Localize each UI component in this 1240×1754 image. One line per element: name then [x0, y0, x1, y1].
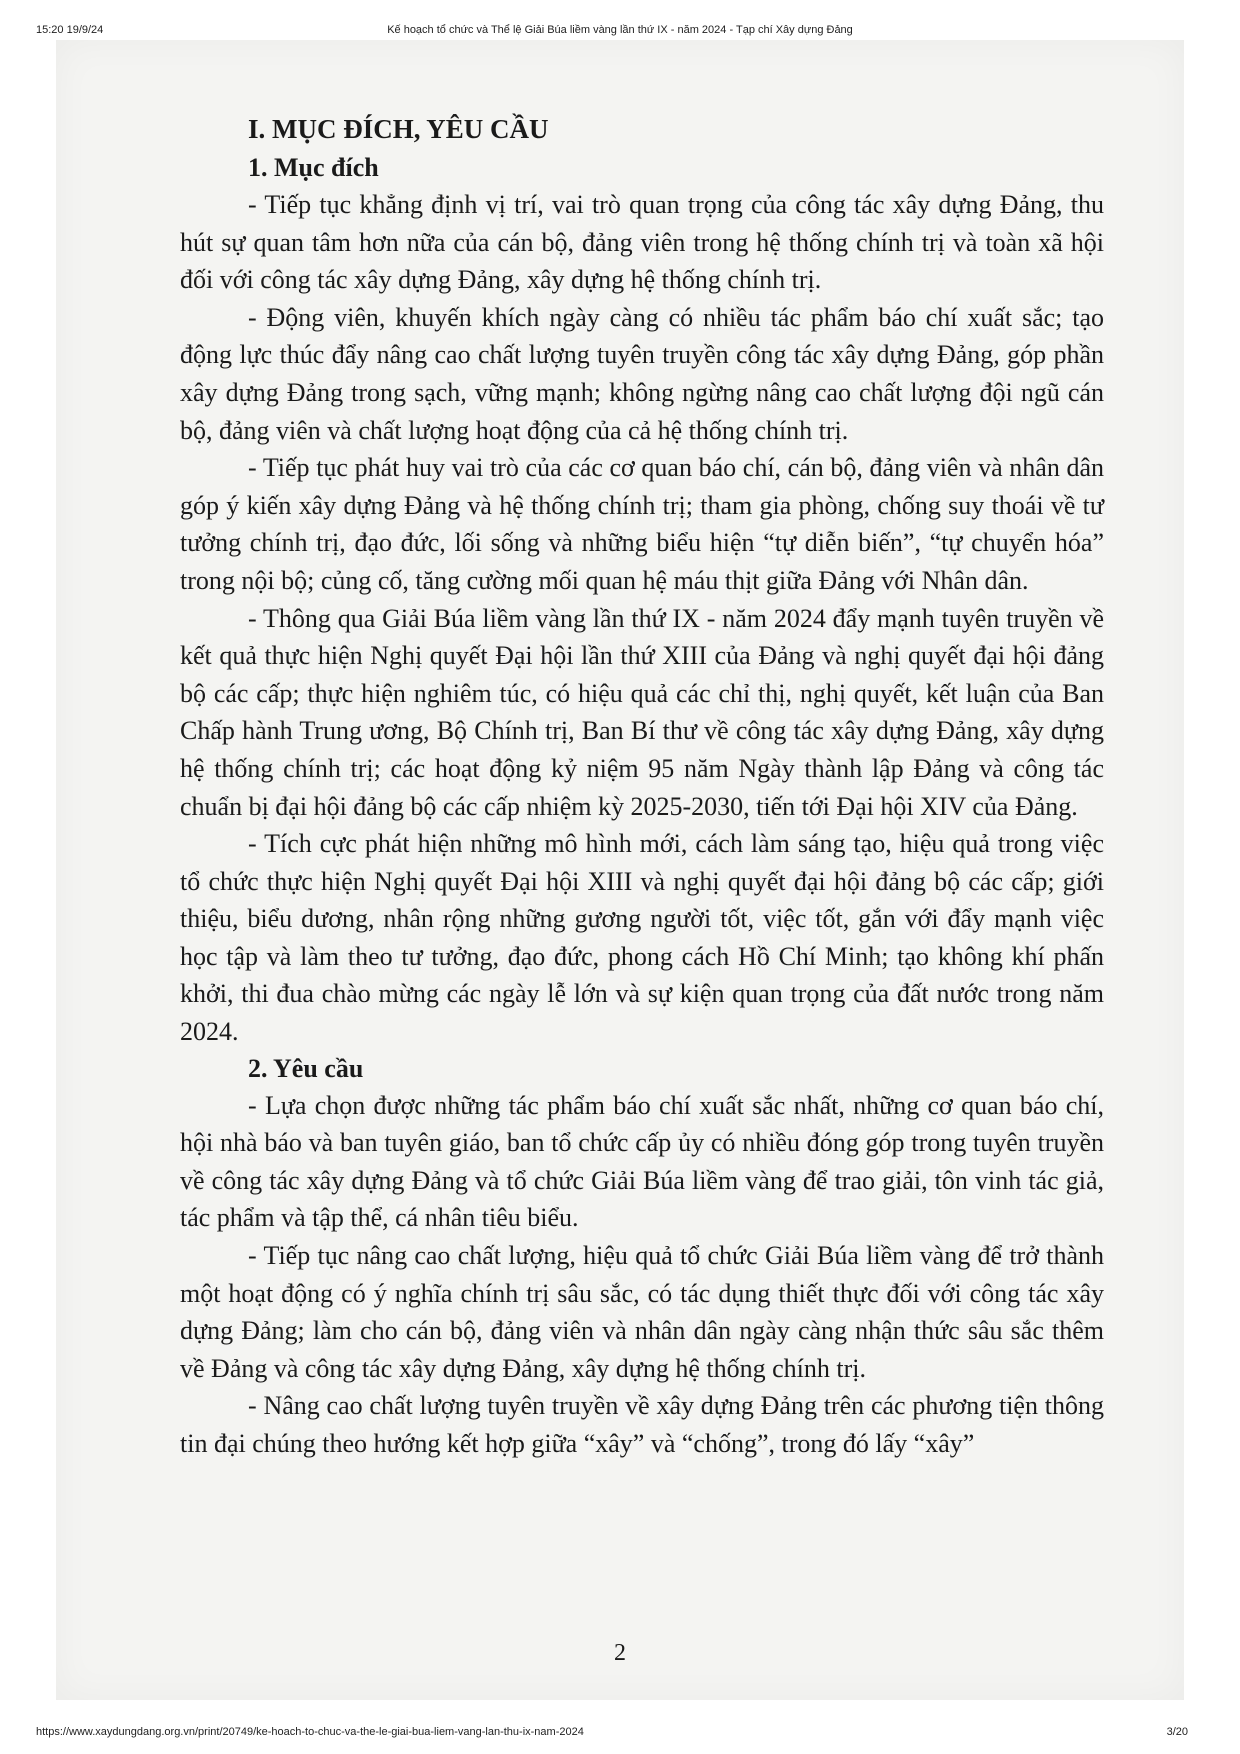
paragraph: - Tiếp tục khẳng định vị trí, vai trò quan trọng của công tác xây dựng Đảng, thu hút sự quan tâm hơn nữa của cán bộ, đảng viên trong hệ thống chính trị và toàn xã hội đối với công tác xây dựng Đảng, xây dựng hệ thống chính trị. — [180, 190, 1104, 295]
page-number: 2 — [614, 1640, 626, 1666]
subsection-requirements: 2. Yêu cầu — [248, 1053, 364, 1083]
scanned-page — [56, 40, 1184, 1700]
paragraph: - Tiếp tục nâng cao chất lượng, hiệu quả tổ chức Giải Búa liềm vàng để trở thành một hoạt động có ý nghĩa chính trị sâu sắc, có tác dụng thiết thực đối với công tác xây dựng Đảng; làm cho cán bộ, đảng viên và nhân dân ngày càng nhận thức sâu sắc thêm về Đảng và công tác xây dựng Đảng, xây dựng hệ thống chính trị. — [180, 1241, 1104, 1383]
print-page-title: Kế hoạch tổ chức và Thể lệ Giải Búa liềm vàng lần thứ IX - năm 2024 - Tạp chí Xây dựng Đảng — [387, 24, 853, 36]
section-title: I. MỤC ĐÍCH, YÊU CẦU — [248, 114, 549, 144]
print-page-count: 3/20 — [1166, 1726, 1188, 1738]
print-url: https://www.xaydungdang.org.vn/print/20749/ke-hoach-to-chuc-va-the-le-giai-bua-liem-vang-lan-thu-ix-nam-2024 — [36, 1726, 584, 1738]
paragraph: - Lựa chọn được những tác phẩm báo chí xuất sắc nhất, những cơ quan báo chí, hội nhà báo và ban tuyên giáo, ban tổ chức cấp ủy có nhiều đóng góp trong tuyên truyền về công tác xây dựng Đảng và tổ chức Giải Búa liềm vàng để trao giải, tôn vinh tác giả, tác phẩm và tập thể, cá nhân tiêu biểu. — [180, 1090, 1104, 1233]
print-header — [0, 0, 1240, 40]
document-body — [180, 108, 1104, 1463]
paragraph: - Nâng cao chất lượng tuyên truyền về xây dựng Đảng trên các phương tiện thông tin đại chúng theo hướng kết hợp giữa “xây” và “chống”, trong đó lấy “xây” — [180, 1391, 1104, 1458]
paragraph: - Tích cực phát hiện những mô hình mới, cách làm sáng tạo, hiệu quả trong việc tổ chức thực hiện Nghị quyết Đại hội XIII và nghị quyết đại hội đảng bộ các cấp; giới thiệu, biểu dương, nhân rộng những gương người tốt, việc tốt, gắn với đẩy mạnh việc học tập và làm theo tư tưởng, đạo đức, phong cách Hồ Chí Minh; tạo không khí phấn khởi, thi đua chào mừng các ngày lễ lớn và sự kiện quan trọng của đất nước trong năm 2024. — [180, 829, 1104, 1047]
print-footer — [0, 1718, 1240, 1748]
subsection-purpose: 1. Mục đích — [248, 153, 379, 182]
print-datetime: 15:20 19/9/24 — [36, 24, 104, 36]
paragraph: - Thông qua Giải Búa liềm vàng lần thứ IX - năm 2024 đẩy mạnh tuyên truyền về kết quả thực hiện Nghị quyết Đại hội lần thứ XIII của Đảng và nghị quyết đại hội đảng bộ các cấp; thực hiện nghiêm túc, có hiệu quả các chỉ thị, nghị quyết, kết luận của Ban Chấp hành Trung ương, Bộ Chính trị, Ban Bí thư về công tác xây dựng Đảng, xây dựng hệ thống chính trị; các hoạt động kỷ niệm 95 năm Ngày thành lập Đảng và công tác chuẩn bị đại hội đảng bộ các cấp nhiệm kỳ 2025-2030, tiến tới Đại hội XIV của Đảng. — [180, 603, 1104, 821]
paragraph: - Động viên, khuyến khích ngày càng có nhiều tác phẩm báo chí xuất sắc; tạo động lực thúc đẩy nâng cao chất lượng tuyên truyền công tác xây dựng Đảng, góp phần xây dựng Đảng trong sạch, vững mạnh; không ngừng nâng cao chất lượng đội ngũ cán bộ, đảng viên và chất lượng hoạt động của cả hệ thống chính trị. — [180, 302, 1104, 445]
paragraph: - Tiếp tục phát huy vai trò của các cơ quan báo chí, cán bộ, đảng viên và nhân dân góp ý kiến xây dựng Đảng và hệ thống chính trị; tham gia phòng, chống suy thoái về tư tưởng chính trị, đạo đức, lối sống và những biểu hiện “tự diễn biến”, “tự chuyển hóa” trong nội bộ; củng cố, tăng cường mối quan hệ máu thịt giữa Đảng với Nhân dân. — [180, 453, 1104, 595]
